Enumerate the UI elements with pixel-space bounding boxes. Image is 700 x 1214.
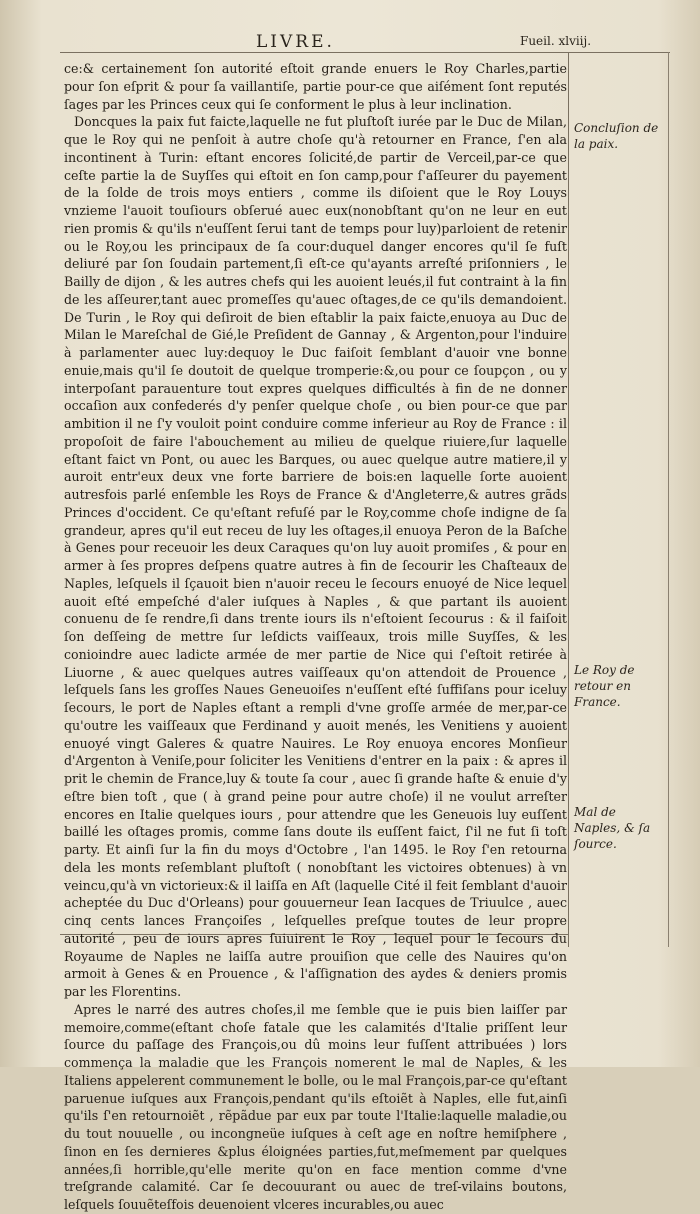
paragraph-3: Apres le narré des autres choſes,il me ſemble que ie puis bien laiſſer par memoire,comme(eſtant choſe fatale que les calamités d'Italie priſſent leur ſource du paſſage des François,ou dû moins leur fuſſent attribuées ) lors commença la maladie que les François nomerent le mal de Naples, & les Italiens appelerent communement le bolle, ou le mal François,par-ce qu'eſtant paruenue iuſques aux François,pendant qu'ils eſtoiẽt à Naples, elle fut,ainſi qu'ils ſ'en retournoiẽt , rẽpãdue par eux par toute l'Italie:laquelle maladie,ou du tout nouuelle , ou incongneüe iuſques à ceſt age en noſtre hemiſphere , ſinon en ſes dernieres &plus éloignées parties,fut,meſmement par quelques années,ſi horrible,qu'elle merite qu'on en face mention comme d'vne treſgrande calamité. Car ſe decouurant ou auec de treſ-vilains boutons, leſquels ſouuẽteſfois deuenoient vlceres incurables,ou auec bbox=[64, 1001, 567, 1212]
margin-note-mal: Mal de Naples, & ſa ſource. bbox=[574, 805, 651, 851]
main-text bbox=[64, 60, 567, 1214]
paragraph-2: Doncques la paix fut faicte,laquelle ne fut pluſtoſt iurée par le Duc de Milan, que le Roy qui ne penſoit à autre choſe qu'à retourner en France, ſ'en ala incontinent à Turin: eſtant encores ſolicité,de partir de Verceil,par-ce que ceſte partie la de Suyſſes qui eſtoit en ſon camp,pour ſ'aſſeurer du payement de la ſolde de trois moys entiers , comme ils diſoient que le Roy Louys vnzieme l'auoit touſiours obſerué auec eux(nonobſtant qu'on ne leur en eut rien promis & qu'ils n'euſſent ſerui tant de temps pour luy)parloient de retenir ou le Roy,ou les principaux de ſa cour:duquel danger encores qu'il ſe fuſt deliuré par ſon ſoudain partement,ſi eſt-ce qu'ayants arreſté priſonniers , le Bailly de dijon , & les autres chefs qui les auoient leués,il fut contraint à la fin de les aſſeurer,tant auec promeſſes qu'auec oſtages,de ce qu'ils demandoient. De Turin , le Roy qui deſiroit de bien eſtablir la paix faicte,enuoya au Duc de Milan le Mareſchal de Gié,le Preſident de Gannay , & Argenton,pour l'induire à parlamenter auec luy:dequoy le Duc faiſoit ſemblant d'auoir vne bonne enuie,mais qu'il ſe doutoit de quelque tromperie:&,ou pour ce ſoupçon , ou y interpoſant parauenture tout expres quelques difficultés à fin de ne donner occaſion aux confederés d'y penſer quelque choſe , ou bien pour-ce que par ambition il ne ſ'y vouloit point conduire comme inferieur au Roy de France : il propoſoit de faire l'abouchement au milieu de quelque riuiere,ſur laquelle eſtant faict vn Pont, ou auec les Barques, ou auec quelque autre matiere,il y auroit entr'eux deux vne forte barriere de bois:en laquelle ſorte auoient autresfois parlé enſemble les Roys de France & d'Angleterre,& autres grãds Princes d'occident. Ce qu'eſtant refuſé par le Roy,comme choſe indigne de ſa grandeur, apres qu'il eut receu de luy les oſtages,il enuoya Peron de la Baſche à Genes pour receuoir les deux Caraques qu'on luy auoit promiſes , & pour en armer à ſes propres deſpens quatre autres à fin de ſecourir les Chaſteaux de Naples, leſquels il ſçauoit bien n'auoir receu le ſecours enuoyé de Nice lequel auoit eſté empeſché d'aler iuſques à Naples , & que partant ils auoient conuenu de ſe rendre,ſi dans trente iours ils n'eſtoient ſecourus : & il faiſoit ſon deſſeing de mettre ſur leſdicts vaiſſeaux, trois mille Suyſſes, & les conioindre auec ladicte armée de mer partie de Nice qui ſ'eſtoit retirée à Liuorne , & auec quelques autres vaiſſeaux qu'on attendoit de Prouence , leſquels ſans les groſſes Naues Geneuoiſes n'euſſent eſté ſuffiſans pour iceluy ſecours, le port de Naples eſtant a rempli d'vne groſſe armée de mer,par-ce qu'outre les vaiſſeaux que Ferdinand y auoit menés, les Venitiens y auoient enuoyé vingt Galeres & quatre Nauires. Le Roy enuoya encores Monſieur d'Argenton à Veniſe,pour ſoliciter les Venitiens d'entrer en la paix : & apres il prit le chemin de France,luy & toute ſa cour , auec ſi grande haſte & enuie d'y eſtre bien toſt , que ( à grand peine pour autre choſe) il ne voulut arreſter encores en Italie quelques iours , pour attendre que les Geneuois luy euſſent baillé les oſtages promis, comme ſans doute ils euſſent faict, ſ'il ne fut ſi toſt party. Et ainſi ſur la fin du moys d'Octobre , l'an 1495. le Roy ſ'en retourna dela les monts reſemblant pluſtoſt ( nonobſtant les victoires obtenues) à vn veincu,qu'à vn victorieux:& il laiſſa en Aſt (laquelle Cité il feit ſemblant d'auoir acheptée du Duc d'Orleans) pour gouuerneur Iean Iacques de Triuulce , auec cinq cents lances Françoiſes , leſquelles preſque toutes de leur propre autorité , peu de iours apres ſuiuirent le Roy , lequel pour le ſecours du Royaume de Naples ne laiſſa autre prouiſion que celle des Nauires qu'on armoit à Genes & en Prouence , & l'aſſignation des aydes & deniers promis par les Florentins. bbox=[64, 114, 567, 999]
column-rule bbox=[568, 52, 569, 947]
margin-note-conclusion: Concluſion de la paix. bbox=[574, 121, 659, 151]
margin-note-retour: Le Roy de retour en France. bbox=[574, 663, 635, 709]
running-title: LIVRE. bbox=[256, 32, 335, 52]
paragraph-1: ce:& certainement ſon autorité eſtoit grande enuers le Roy Charles,partie pour ſon eſprit & pour ſa vaillantiſe, partie pour-ce que aiſément ſont reputés ſages par les Princes ceux qui ſe conforment le plus à leur inclination. bbox=[64, 61, 567, 112]
folio-number: Fueil. xlviij. bbox=[520, 34, 592, 48]
outer-rule bbox=[668, 52, 669, 947]
header-rule bbox=[60, 52, 670, 53]
